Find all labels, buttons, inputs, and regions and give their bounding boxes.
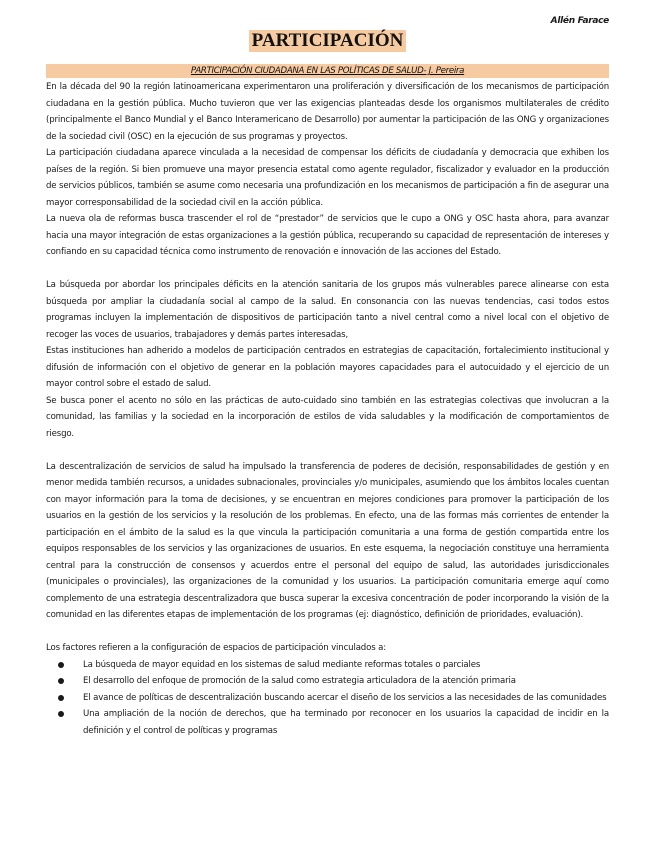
list-item — [46, 673, 609, 690]
paragraph-spacer — [46, 624, 609, 641]
list-item-text: El avance de políticas de descentralización buscando acercar el diseño de los servicios a las necesidades de las comunidades — [83, 692, 607, 703]
paragraph-spacer — [46, 261, 609, 278]
list-item — [46, 706, 609, 739]
factors-list — [46, 657, 609, 740]
paragraph-1: En la década del 90 la región latinoamericana experimentaron una proliferación y diversificación de los mecanismos de participación ciudadana en la gestión pública. Mucho tuvieron que ver las exigencias planteadas desde los organismos multilaterales de crédito (principalmente el Banco Mundial y el Banco Interamericano de Desarrollo) por aumentar la participación de las ONG y organizaciones de la sociedad civil (OSC) en la ejecución de sus programas y proyectos. — [46, 82, 609, 142]
list-item — [46, 690, 609, 707]
bullet-icon — [58, 678, 64, 684]
list-item-text: Una ampliación de la noción de derechos, que ha terminado por reconocer en los usuarios la capacidad de incidir en la definición y el control de políticas y programas — [83, 709, 609, 736]
paragraph-spacer — [46, 442, 609, 459]
paragraph-7: La descentralización de servicios de salud ha impulsado la transferencia de poderes de decisión, responsabilidades de gestión y en menor medida también recursos, a unidades subnacionales, provinciales y/o municipales, asumiendo que los ámbitos locales cuentan con mayor información para la toma de decisiones, y se encuentran en mejores condiciones para promover la participación de los usuarios en la gestión de los servicios y la resolución de los problemas. En efecto, una de las formas más corrientes de entender la participación en el ámbito de la salud es la que vincula la participación comunitaria a una forma de gestión compartida entre los equipos responsables de los servicios y las organizaciones de usuarios. En este esquema, la negociación constituye una herramienta central para la construcción de consensos y acuerdos entre el personal del equipo de salud, las autoridades jurisdiccionales (municipales o provinciales), las organizaciones de la comunidad y los usuarios. La participación comunitaria emerge aquí como complemento de una estrategia descentralizadora que busca superar la excesiva concentración de poder incorporando la visión de la comunidad en las diferentes etapas de implementación de los programas (ej: diagnóstico, definición de prioridades, evaluación). — [46, 461, 609, 620]
section-subtitle: PARTICIPACIÓN CIUDADANA EN LAS POLÍTICAS DE SALUD- J. Pereira — [46, 64, 609, 78]
list-item — [46, 657, 609, 674]
paragraph-4: La búsqueda por abordar los principales déficits en la atención sanitaria de los grupos más vulnerables parece alinearse con esta búsqueda por ampliar la ciudadanía social al campo de la salud. En consonancia con las nuevas tendencias, casi todos estos programas incluyen la implementación de dispositivos de participación tanto a nivel central como a nivel local con el objetivo de recoger las voces de usuarios, trabajadores y demás partes interesadas, — [46, 280, 609, 340]
list-item-text: El desarrollo del enfoque de promoción de la salud como estrategia articuladora de la atención primaria — [83, 676, 516, 686]
bullet-icon — [58, 711, 64, 717]
document-body — [46, 79, 609, 739]
paragraph-5: Estas instituciones han adherido a modelos de participación centrados en estrategias de capacitación, fortalecimiento institucional y difusión de información con el objetivo de generar en la población mayores capacidades para el autocuidado y el ejercicio de un mayor control sobre el estado de salud. — [46, 346, 609, 389]
bullet-icon — [58, 695, 64, 701]
bullet-icon — [58, 662, 64, 668]
paragraph-3: La nueva ola de reformas busca trascender el rol de “prestador” de servicios que le cupo a ONG y OSC hasta ahora, para avanzar hacia una mayor integración de estas organizaciones a la gestión pública, recuperando su capacidad de representación de intereses y confiando en su capacidad técnica como instrumento de renovación e innovación de las acciones del Estado. — [46, 214, 609, 257]
page-title: PARTICIPACIÓN — [249, 30, 407, 52]
title-container — [0, 30, 655, 52]
paragraph-6: Se busca poner el acento no sólo en las prácticas de auto-cuidado sino también en las estrategias colectivas que involucran a la comunidad, las familias y la sociedad en la incorporación de estilos de vida saludables y la modificación de comportamientos de riesgo. — [46, 395, 609, 439]
list-item-text: La búsqueda de mayor equidad en los sistemas de salud mediante reformas totales o parciales — [83, 659, 481, 670]
list-intro: Los factores refieren a la configuración de espacios de participación vinculados a: — [46, 643, 386, 653]
paragraph-2: La participación ciudadana aparece vinculada a la necesidad de compensar los déficits de ciudadanía y democracia que exhiben los países de la región. Si bien promueve una mayor presencia estatal como agente regulador, fiscalizador y evaluador en la producción de servicios públicos, también se asume como necesaria una profundización en los mecanismos de participación a fin de asegurar una mayor corresponsabilidad de la sociedad civil en la acción pública. — [46, 148, 609, 208]
author-name: Allén Farace — [550, 16, 609, 26]
